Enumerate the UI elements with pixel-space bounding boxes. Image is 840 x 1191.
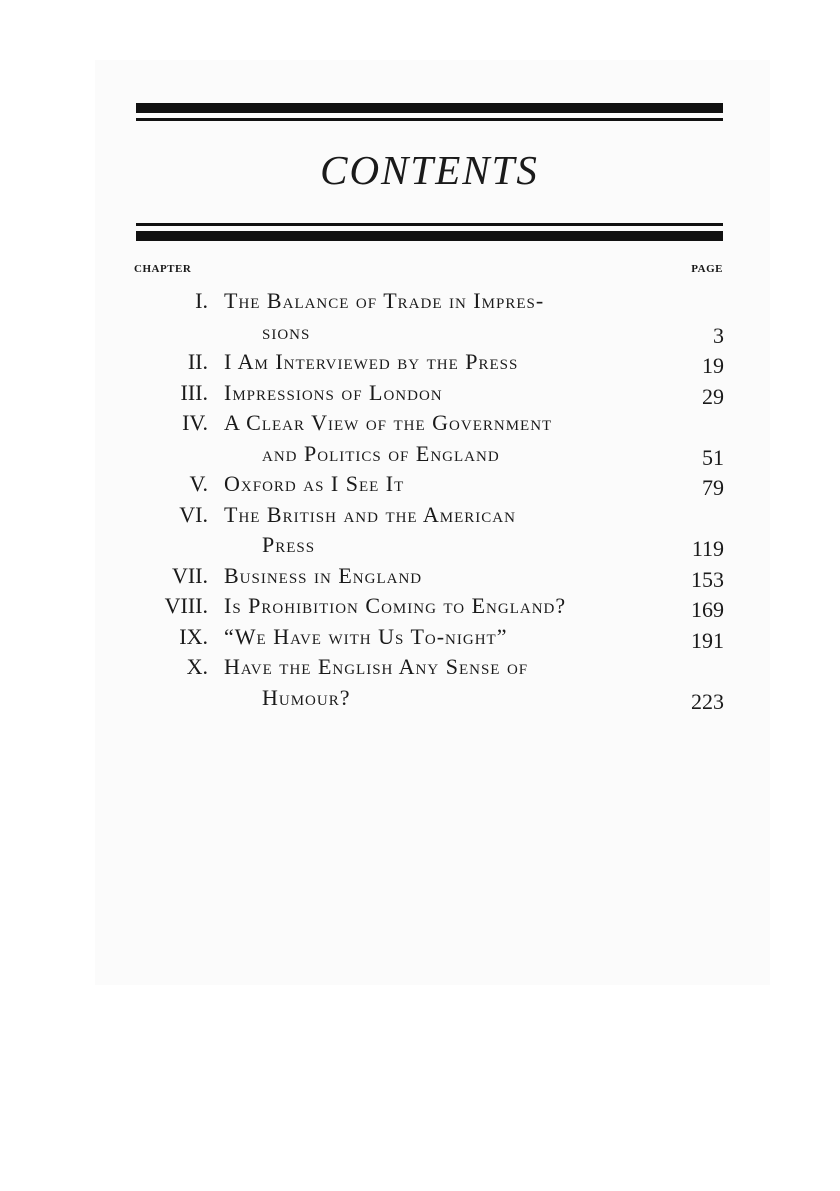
chapter-title-line: Have the English Any Sense of (224, 654, 529, 679)
chapter-title-line: I Am Interviewed by the Press (224, 349, 519, 374)
chapter-page-number: 191 (691, 627, 724, 653)
chapter-page-number: 3 (713, 322, 724, 348)
chapter-title-line: “We Have with Us To-night” (224, 623, 508, 649)
chapter-title-line: Impressions of London (224, 379, 443, 405)
chapter-page-number: 29 (702, 383, 724, 409)
chapter-title-line: The Balance of Trade in Impres- (224, 288, 545, 313)
chapter-numeral: I. (195, 288, 208, 313)
chapter-title-line: Is Prohibition Coming to England? (224, 593, 567, 618)
chapter-page-number: 169 (691, 597, 724, 622)
chapter-numeral: V. (189, 471, 208, 496)
chapter-column-heading: CHAPTER (134, 263, 192, 275)
chapter-title-line: A Clear View of the Government (224, 410, 553, 435)
chapter-numeral: VII. (171, 562, 208, 588)
chapter-page-number: 19 (702, 353, 724, 378)
chapter-numeral: II. (187, 349, 208, 374)
chapter-page-number: 223 (691, 688, 724, 714)
chapter-numeral: VIII. (164, 593, 208, 618)
chapter-title-line: sions (262, 318, 311, 344)
page-title: CONTENTS (320, 147, 539, 193)
chapter-numeral: IX. (179, 623, 208, 649)
chapter-page-number: 119 (691, 536, 724, 561)
chapter-title-line: Humour? (262, 684, 351, 710)
page-column-heading: PAGE (691, 263, 723, 275)
chapter-page-number: 51 (702, 444, 724, 470)
chapter-numeral: IV. (182, 410, 208, 435)
chapter-title-line: The British and the American (224, 501, 516, 527)
chapter-title-line: and Politics of England (262, 440, 500, 466)
chapter-title-line: Oxford as I See It (224, 471, 405, 496)
chapter-numeral: X. (186, 654, 208, 679)
chapter-page-number: 79 (702, 475, 724, 500)
chapter-title-line: Press (262, 532, 316, 557)
chapter-page-number: 153 (691, 566, 724, 592)
chapter-title-line: Business in England (224, 562, 423, 588)
chapter-numeral: VI. (179, 501, 208, 527)
chapter-numeral: III. (180, 379, 208, 405)
